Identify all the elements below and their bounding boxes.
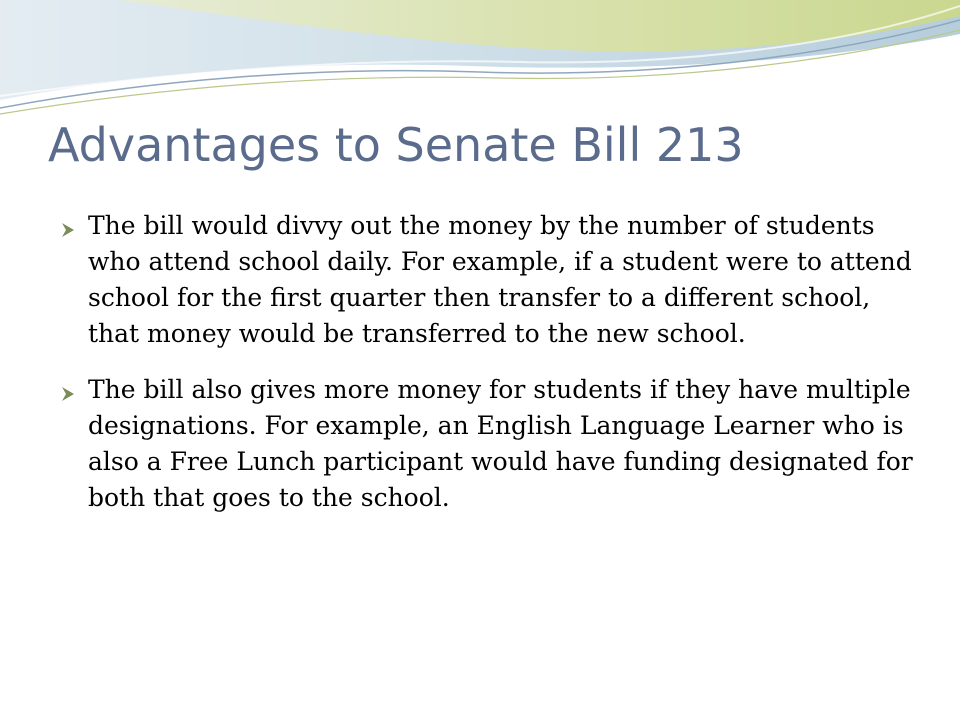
bullet-item: [60, 208, 920, 352]
bullet-item: [60, 372, 920, 516]
bullet-text: The bill also gives more money for students if they have multiple designations. For example, an English Language Learner who is also a Free Lunch participant would have funding designated for both that goes to the school.: [88, 375, 913, 512]
bullet-text: The bill would divvy out the money by the number of students who attend school daily. For example, if a student were to attend school for the first quarter then transfer to a different school, that money would be transferred to the new school.: [88, 211, 912, 348]
slide-title: Advantages to Senate Bill 213: [48, 118, 744, 172]
arrowhead-bullet-icon: [60, 222, 76, 238]
arrowhead-bullet-icon: [60, 386, 76, 402]
bullet-list: [60, 208, 920, 536]
header-wave-decoration: [0, 0, 960, 120]
